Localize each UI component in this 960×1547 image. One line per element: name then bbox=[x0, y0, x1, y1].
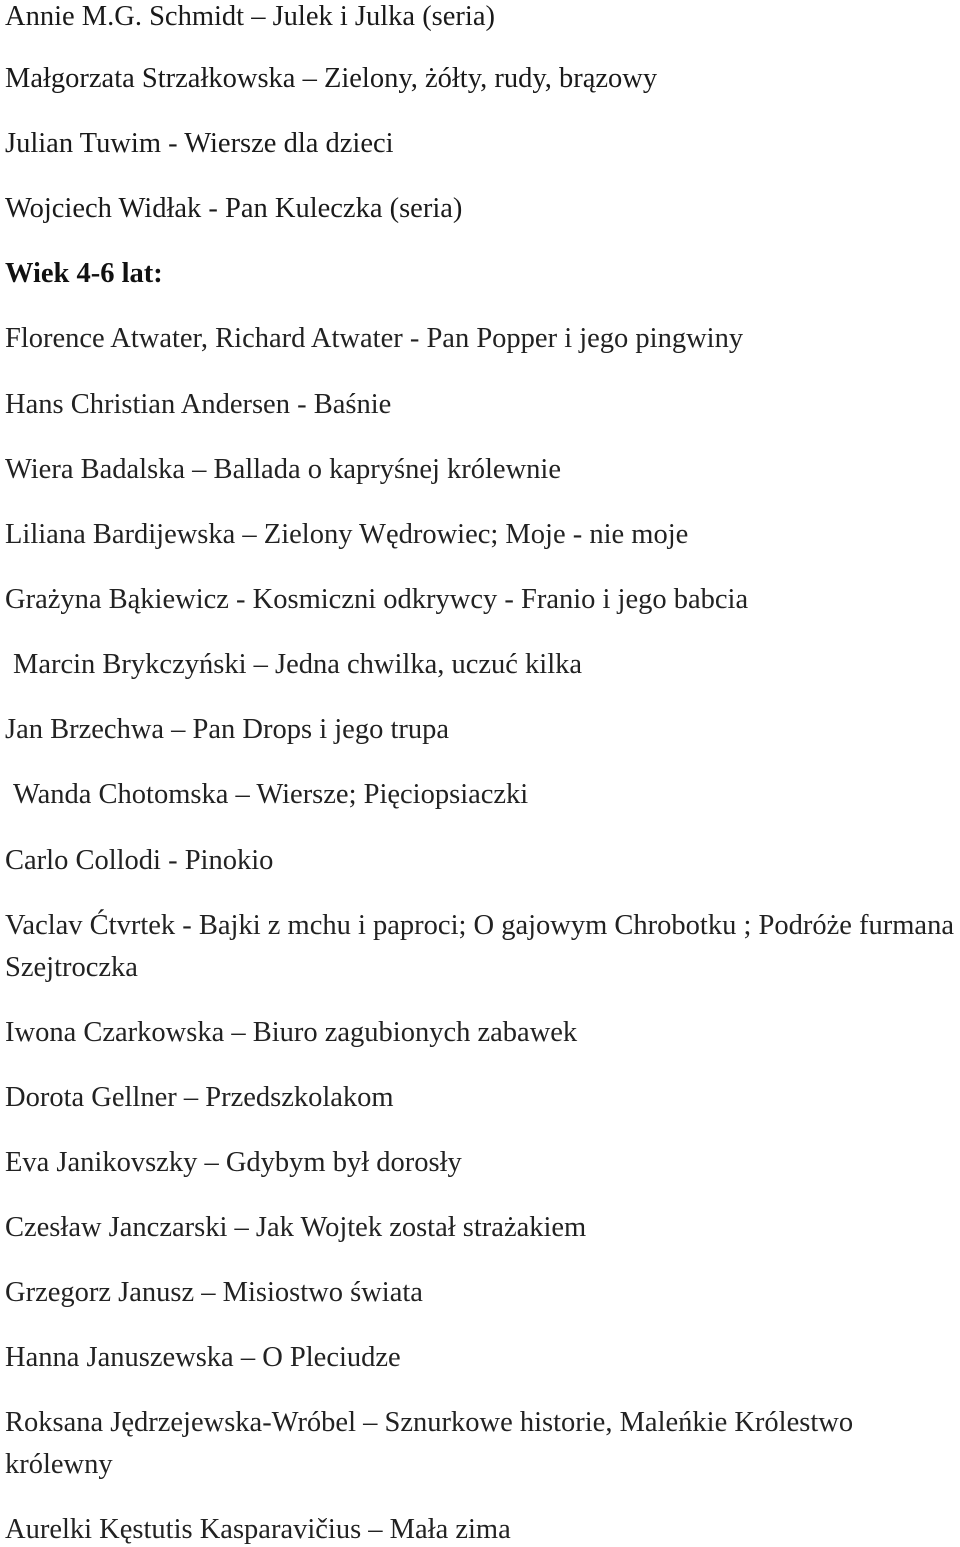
list-item: Vaclav Ćtvrtek - Bajki z mchu i paproci; O gajowym Chrobotku ; Podróże furmana Szejtroczka bbox=[5, 910, 954, 983]
list-item: Iwona Czarkowska – Biuro zagubionych zabawek bbox=[5, 1017, 578, 1048]
list-item: Czesław Janczarski – Jak Wojtek został strażakiem bbox=[5, 1212, 587, 1243]
list-item: Wojciech Widłak - Pan Kuleczka (seria) bbox=[5, 193, 463, 224]
list-item: Liliana Bardijewska – Zielony Wędrowiec; Moje - nie moje bbox=[5, 519, 689, 550]
list-item: Hanna Januszewska – O Pleciudze bbox=[5, 1342, 401, 1373]
list-item: Aurelki Kęstutis Kasparavičius – Mała zima bbox=[5, 1514, 511, 1545]
list-item: Carlo Collodi - Pinokio bbox=[5, 845, 274, 876]
list-item: Roksana Jędrzejewska-Wróbel – Sznurkowe historie, Maleńkie Królestwo królewny bbox=[5, 1407, 854, 1480]
list-item: Florence Atwater, Richard Atwater - Pan Popper i jego pingwiny bbox=[5, 323, 744, 354]
list-item: Annie M.G. Schmidt – Julek i Julka (seria) bbox=[5, 1, 495, 32]
list-item: Dorota Gellner – Przedszkolakom bbox=[5, 1082, 394, 1113]
list-item: Grzegorz Janusz – Misiostwo świata bbox=[5, 1277, 423, 1308]
list-item: Julian Tuwim - Wiersze dla dzieci bbox=[5, 128, 394, 159]
list-item: Marcin Brykczyński – Jedna chwilka, uczuć kilka bbox=[13, 649, 583, 680]
section-heading: Wiek 4-6 lat: bbox=[5, 258, 163, 289]
list-item: Małgorzata Strzałkowska – Zielony, żółty, rudy, brązowy bbox=[5, 63, 658, 94]
list-item: Wanda Chotomska – Wiersze; Pięciopsiaczki bbox=[13, 779, 529, 810]
list-item: Jan Brzechwa – Pan Drops i jego trupa bbox=[5, 714, 450, 745]
list-item: Eva Janikovszky – Gdybym był dorosły bbox=[5, 1147, 462, 1178]
list-item: Hans Christian Andersen - Baśnie bbox=[5, 389, 392, 420]
list-item: Wiera Badalska – Ballada o kapryśnej królewnie bbox=[5, 454, 561, 485]
list-item: Grażyna Bąkiewicz - Kosmiczni odkrywcy - Franio i jego babcia bbox=[5, 584, 749, 615]
